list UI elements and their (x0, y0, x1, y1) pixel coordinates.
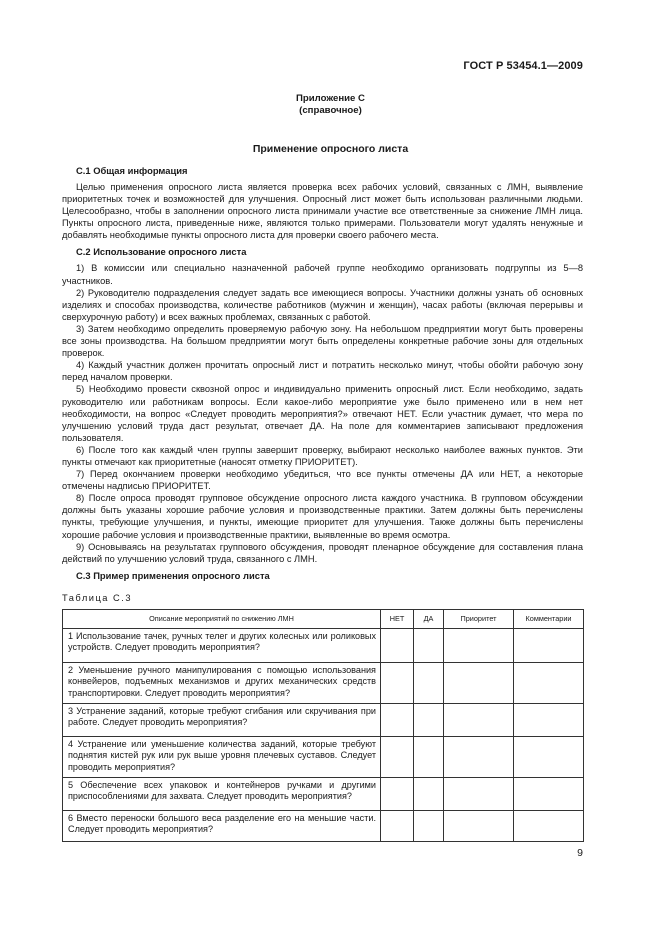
page-title: Применение опросного листа (252, 143, 409, 155)
page-number: 9 (577, 847, 583, 859)
column-header-priority: Приоритет (444, 609, 514, 628)
row-description: 2 Уменьшение ручного манипулирования с помощью использования конвейеров, подъемных механизмов и других механических средств транспортировки. Следует проводить мероприятия? (63, 663, 381, 704)
paragraph: Целью применения опросного листа является проверка всех рабочих условий, связанных с ЛМН, выявление приоритетных точек и возможностей для улучшения. Опросный лист может быть использован различными людьми. Целесообразно, чтобы в заполнении опросного листа принимали участие все ответственные за снижение ЛМН лица. Пункты опросного листа, приведенные ниже, являются только примерами. Пользователи могут удалять ненужные и добавлять необходимые пункты опросного листа для проверки своего рабочего места. (62, 182, 583, 241)
table-row (63, 629, 584, 663)
table-row (63, 663, 584, 704)
paragraph: 9) Основываясь на результатах группового обсуждения, проводят пленарное обсуждение для составления плана действий по улучшению условий труда, связанного с ЛМН. (62, 541, 583, 564)
checklist-table (62, 609, 584, 842)
cell-priority[interactable] (444, 778, 514, 811)
cell-no[interactable] (381, 663, 414, 704)
cell-yes[interactable] (414, 704, 444, 737)
column-header-comments: Комментарии (514, 609, 584, 628)
section-example (62, 570, 583, 582)
table-caption: Таблица С.3 (62, 592, 133, 603)
cell-yes[interactable] (414, 811, 444, 842)
section-heading: С.1 Общая информация (76, 165, 188, 176)
paragraph: 1) В комиссии или специально назначенной рабочей группе необходимо организовать подгруппы из 5—8 участников. (62, 263, 583, 286)
cell-no[interactable] (381, 737, 414, 778)
cell-yes[interactable] (414, 663, 444, 704)
cell-no[interactable] (381, 811, 414, 842)
column-header-no: НЕТ (381, 609, 414, 628)
cell-comments[interactable] (514, 811, 584, 842)
appendix-title: Приложение С (296, 93, 365, 104)
cell-no[interactable] (381, 629, 414, 663)
column-header-yes: ДА (414, 609, 444, 628)
section-heading: С.3 Пример применения опросного листа (76, 569, 270, 581)
paragraph: 7) Перед окончанием проверки необходимо убедиться, что все пункты отмечены ДА или НЕТ, а некоторые отмечены надписью ПРИОРИТЕТ. (62, 469, 583, 492)
cell-priority[interactable] (444, 663, 514, 704)
table-row (63, 704, 584, 737)
cell-comments[interactable] (514, 737, 584, 778)
column-header-description: Описание мероприятий по снижению ЛМН (63, 609, 381, 628)
cell-comments[interactable] (514, 704, 584, 737)
cell-priority[interactable] (444, 811, 514, 842)
cell-priority[interactable] (444, 704, 514, 737)
appendix-heading (0, 93, 661, 117)
paragraph: 3) Затем необходимо определить проверяемую рабочую зону. На небольшом предприятии могут быть проверены все зоны производства. На большом предприятии могут быть определены конкретные рабочие зоны для отдельных проверок. (62, 323, 583, 359)
paragraph: 2) Руководителю подразделения следует задать все имеющиеся вопросы. Участники должны узнать об основных изделиях и способах производства, количестве работников (мужчин и женщин), часах работы (включая перерывы и сверхурочную работу) и всех важных проблемах, связанных с работой. (62, 287, 583, 322)
appendix-subtitle: (справочное) (299, 105, 362, 116)
cell-comments[interactable] (514, 778, 584, 811)
cell-yes[interactable] (414, 778, 444, 811)
document-body (62, 165, 583, 842)
cell-yes[interactable] (414, 737, 444, 778)
paragraph: 5) Необходимо провести сквозной опрос и индивидуально применить опросный лист. Если необходимо, задать руководителю или работникам вопросы. Если какое-либо мероприятие уже было применено или в нем нет необходимости, на вопрос «Следует проводить мероприятия?» отвечают НЕТ. Если участник думает, что мера по улучшению условий труда даст результат, отвечает ДА. На поле для комментариев записывают предложения пользователя. (62, 384, 583, 443)
paragraph: 6) После того как каждый член группы завершит проверку, выбирают несколько наиболее важных пунктов. Эти пункты отмечают как приоритетные (наносят отметку ПРИОРИТЕТ). (62, 444, 583, 467)
paragraph: 4) Каждый участник должен прочитать опросный лист и потратить несколько минут, чтобы обойти рабочую зону перед началом проверки. (62, 360, 583, 383)
standard-number: ГОСТ Р 53454.1—2009 (463, 60, 583, 72)
section-general-info (62, 165, 583, 241)
table-row (63, 811, 584, 842)
row-description: 3 Устранение заданий, которые требуют сгибания или скручивания при работе. Следует проводить мероприятия? (63, 704, 381, 737)
cell-yes[interactable] (414, 629, 444, 663)
row-description: 6 Вместо переноски большого веса разделение его на меньшие части. Следует проводить мероприятия? (63, 811, 381, 842)
section-heading: С.2 Использование опросного листа (76, 246, 247, 258)
cell-comments[interactable] (514, 663, 584, 704)
row-description: 5 Обеспечение всех упаковок и контейнеров ручками и другими приспособлениями для захвата. Следует проводить мероприятия? (63, 778, 381, 811)
table-row (63, 778, 584, 811)
section-usage (62, 246, 583, 564)
table-header-row (63, 609, 584, 628)
cell-priority[interactable] (444, 629, 514, 663)
row-description: 1 Использование тачек, ручных телег и других колесных или роликовых устройств. Следует проводить мероприятия? (63, 629, 381, 663)
paragraph: 8) После опроса проводят групповое обсуждение опросного листа каждого участника. В групповом обсуждении должны быть указаны хорошие рабочие условия и производственные практики. Затем должны быть перечислены пункты, требующие улучшения, и пункты, имеющие приоритет для улучшения. Также должны быть перечислены хорошие рабочие условия и производственные практики, выявленные во время осмотра. (62, 493, 583, 540)
table-row (63, 737, 584, 778)
cell-priority[interactable] (444, 737, 514, 778)
cell-no[interactable] (381, 704, 414, 737)
cell-comments[interactable] (514, 629, 584, 663)
cell-no[interactable] (381, 778, 414, 811)
row-description: 4 Устранение или уменьшение количества заданий, которые требуют поднятия кистей рук или рук выше уровня плечевых суставов. Следует проводить мероприятия? (63, 737, 381, 778)
